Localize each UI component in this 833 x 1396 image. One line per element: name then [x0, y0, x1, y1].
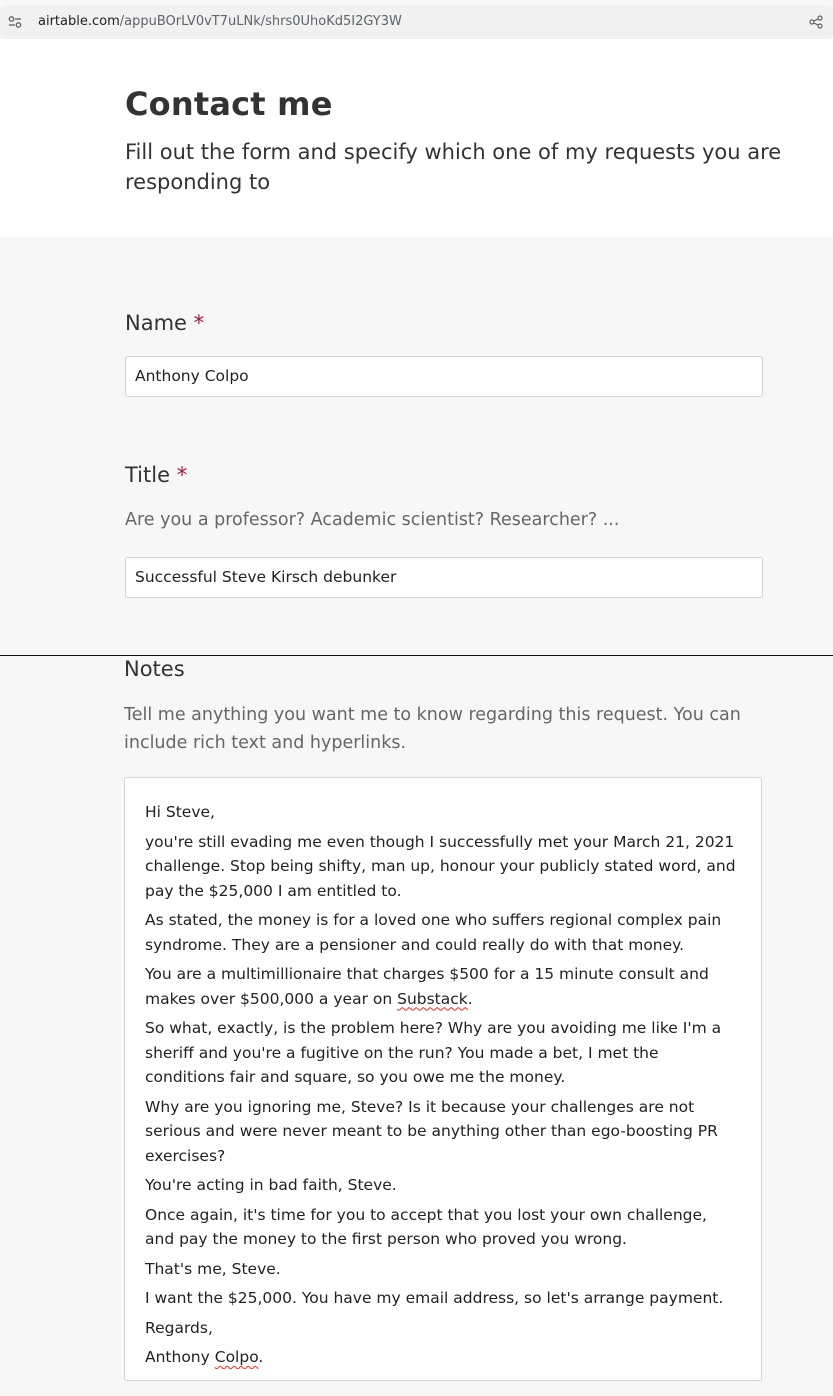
notes-help-text: Tell me anything you want me to know regarding this request. You can include rich text and hyperlinks.	[124, 705, 741, 753]
notes-paragraph: Once again, it's time for you to accept that you lost your own challenge, and pay the money to the first person who proved you wrong.	[145, 1205, 707, 1248]
form-header	[0, 39, 833, 237]
notes-paragraph: Why are you ignoring me, Steve? Is it because your challenges are not serious and were never meant to be anything other than ego-boosting PR exercises?	[145, 1097, 718, 1165]
url-host: airtable.com	[38, 14, 120, 29]
form-title: Contact me	[125, 85, 333, 123]
notes-paragraph: You're acting in bad faith, Steve.	[145, 1176, 397, 1194]
required-mark: *	[193, 311, 205, 335]
notes-text: .	[467, 989, 473, 1008]
notes-paragraph	[145, 962, 741, 1011]
spellcheck-word: Substack	[397, 989, 468, 1008]
required-mark: *	[176, 463, 188, 487]
title-help-text: Are you a professor? Academic scientist? Researcher? ...	[125, 510, 620, 530]
notes-text: Anthony	[145, 1348, 215, 1366]
title-label-text: Title	[125, 463, 171, 487]
form-description: Fill out the form and specify which one of my requests you are responding to	[125, 140, 782, 194]
notes-paragraph	[145, 1345, 741, 1370]
name-label-text: Name	[125, 311, 187, 335]
divider	[0, 655, 833, 656]
notes-paragraph: Regards,	[145, 1318, 213, 1337]
notes-paragraph: Hi Steve,	[145, 803, 215, 821]
title-input[interactable]: Successful Steve Kirsch debunker	[125, 557, 763, 598]
notes-textarea[interactable]	[124, 777, 762, 1381]
share-icon[interactable]	[809, 15, 823, 29]
notes-paragraph: As stated, the money is for a loved one who suffers regional complex pain syndrome. They are a pensioner and could really do with that money.	[145, 911, 722, 954]
site-settings-icon[interactable]	[8, 15, 22, 29]
notes-paragraph: So what, exactly, is the problem here? Why are you avoiding me like I'm a sheriff and you're a fugitive on the run? You made a bet, I met the conditions fair and square, so you owe me the money.	[145, 1019, 722, 1086]
address-bar[interactable]	[0, 5, 833, 39]
url-path: /appuBOrLV0vT7uLNk/shrs0UhoKd5I2GY3W	[119, 14, 402, 29]
notes-paragraph: you're still evading me even though I successfully met your March 21, 2021 challenge. Stop being shifty, man up, honour your publicly stated word, and pay the $25,000 I am entitled to.	[145, 832, 736, 900]
notes-text: You are a multimillionaire that charges $500 for a 15 minute consult and makes over $500,000 a year on	[145, 965, 709, 1008]
url-text[interactable]	[38, 14, 402, 29]
notes-text: .	[258, 1348, 264, 1366]
notes-paragraph: That's me, Steve.	[145, 1259, 281, 1278]
title-label	[125, 463, 187, 487]
notes-paragraph: I want the $25,000. You have my email address, so let's arrange payment.	[145, 1289, 724, 1307]
spellcheck-word: Colpo	[214, 1348, 259, 1366]
name-label	[125, 311, 204, 335]
notes-label: Notes	[124, 657, 185, 681]
name-input[interactable]: Anthony Colpo	[125, 356, 763, 397]
